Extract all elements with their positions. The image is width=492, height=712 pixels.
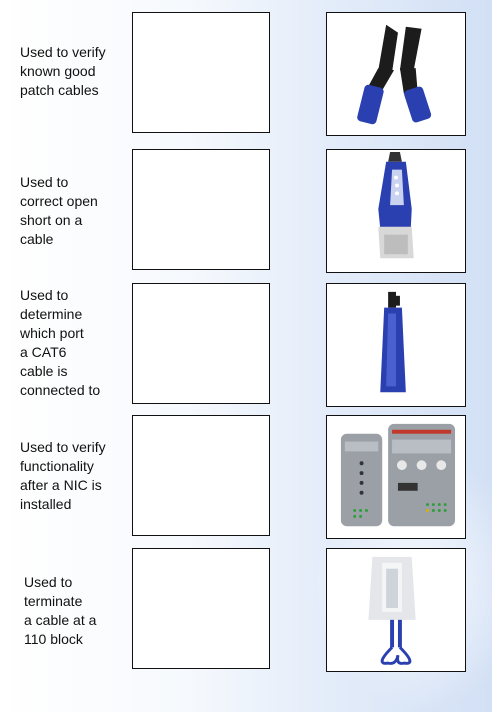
punch-down-tool-icon: [327, 284, 465, 406]
answer-drop-box-3[interactable]: [132, 283, 270, 404]
tool-image-box-2[interactable]: [326, 149, 466, 273]
item-description-1: Used to verify known good patch cables: [20, 44, 106, 98]
item-description-2: Used to correct open short on a cable: [20, 174, 98, 247]
answer-drop-box-2[interactable]: [132, 149, 270, 270]
tool-image-box-3[interactable]: [326, 283, 466, 407]
toner-probe-icon: [327, 150, 465, 272]
answer-drop-box-4[interactable]: [132, 415, 270, 536]
tool-image-box-5[interactable]: [326, 548, 466, 672]
item-description-3: Used to determine which port a CAT6 cable is connected to: [20, 287, 101, 398]
answer-drop-box-5[interactable]: [132, 548, 270, 669]
tool-image-box-4[interactable]: [326, 415, 466, 539]
loopback-plug-icon: [327, 549, 465, 671]
cable-tester-icon: [327, 416, 465, 538]
tool-image-box-1[interactable]: [326, 12, 466, 136]
item-description-4: Used to verify functionality after a NIC is installed: [20, 439, 106, 512]
crimper-icon: [327, 13, 465, 135]
answer-drop-box-1[interactable]: [132, 12, 270, 133]
item-description-5: Used to terminate a cable at a 110 block: [24, 574, 97, 647]
